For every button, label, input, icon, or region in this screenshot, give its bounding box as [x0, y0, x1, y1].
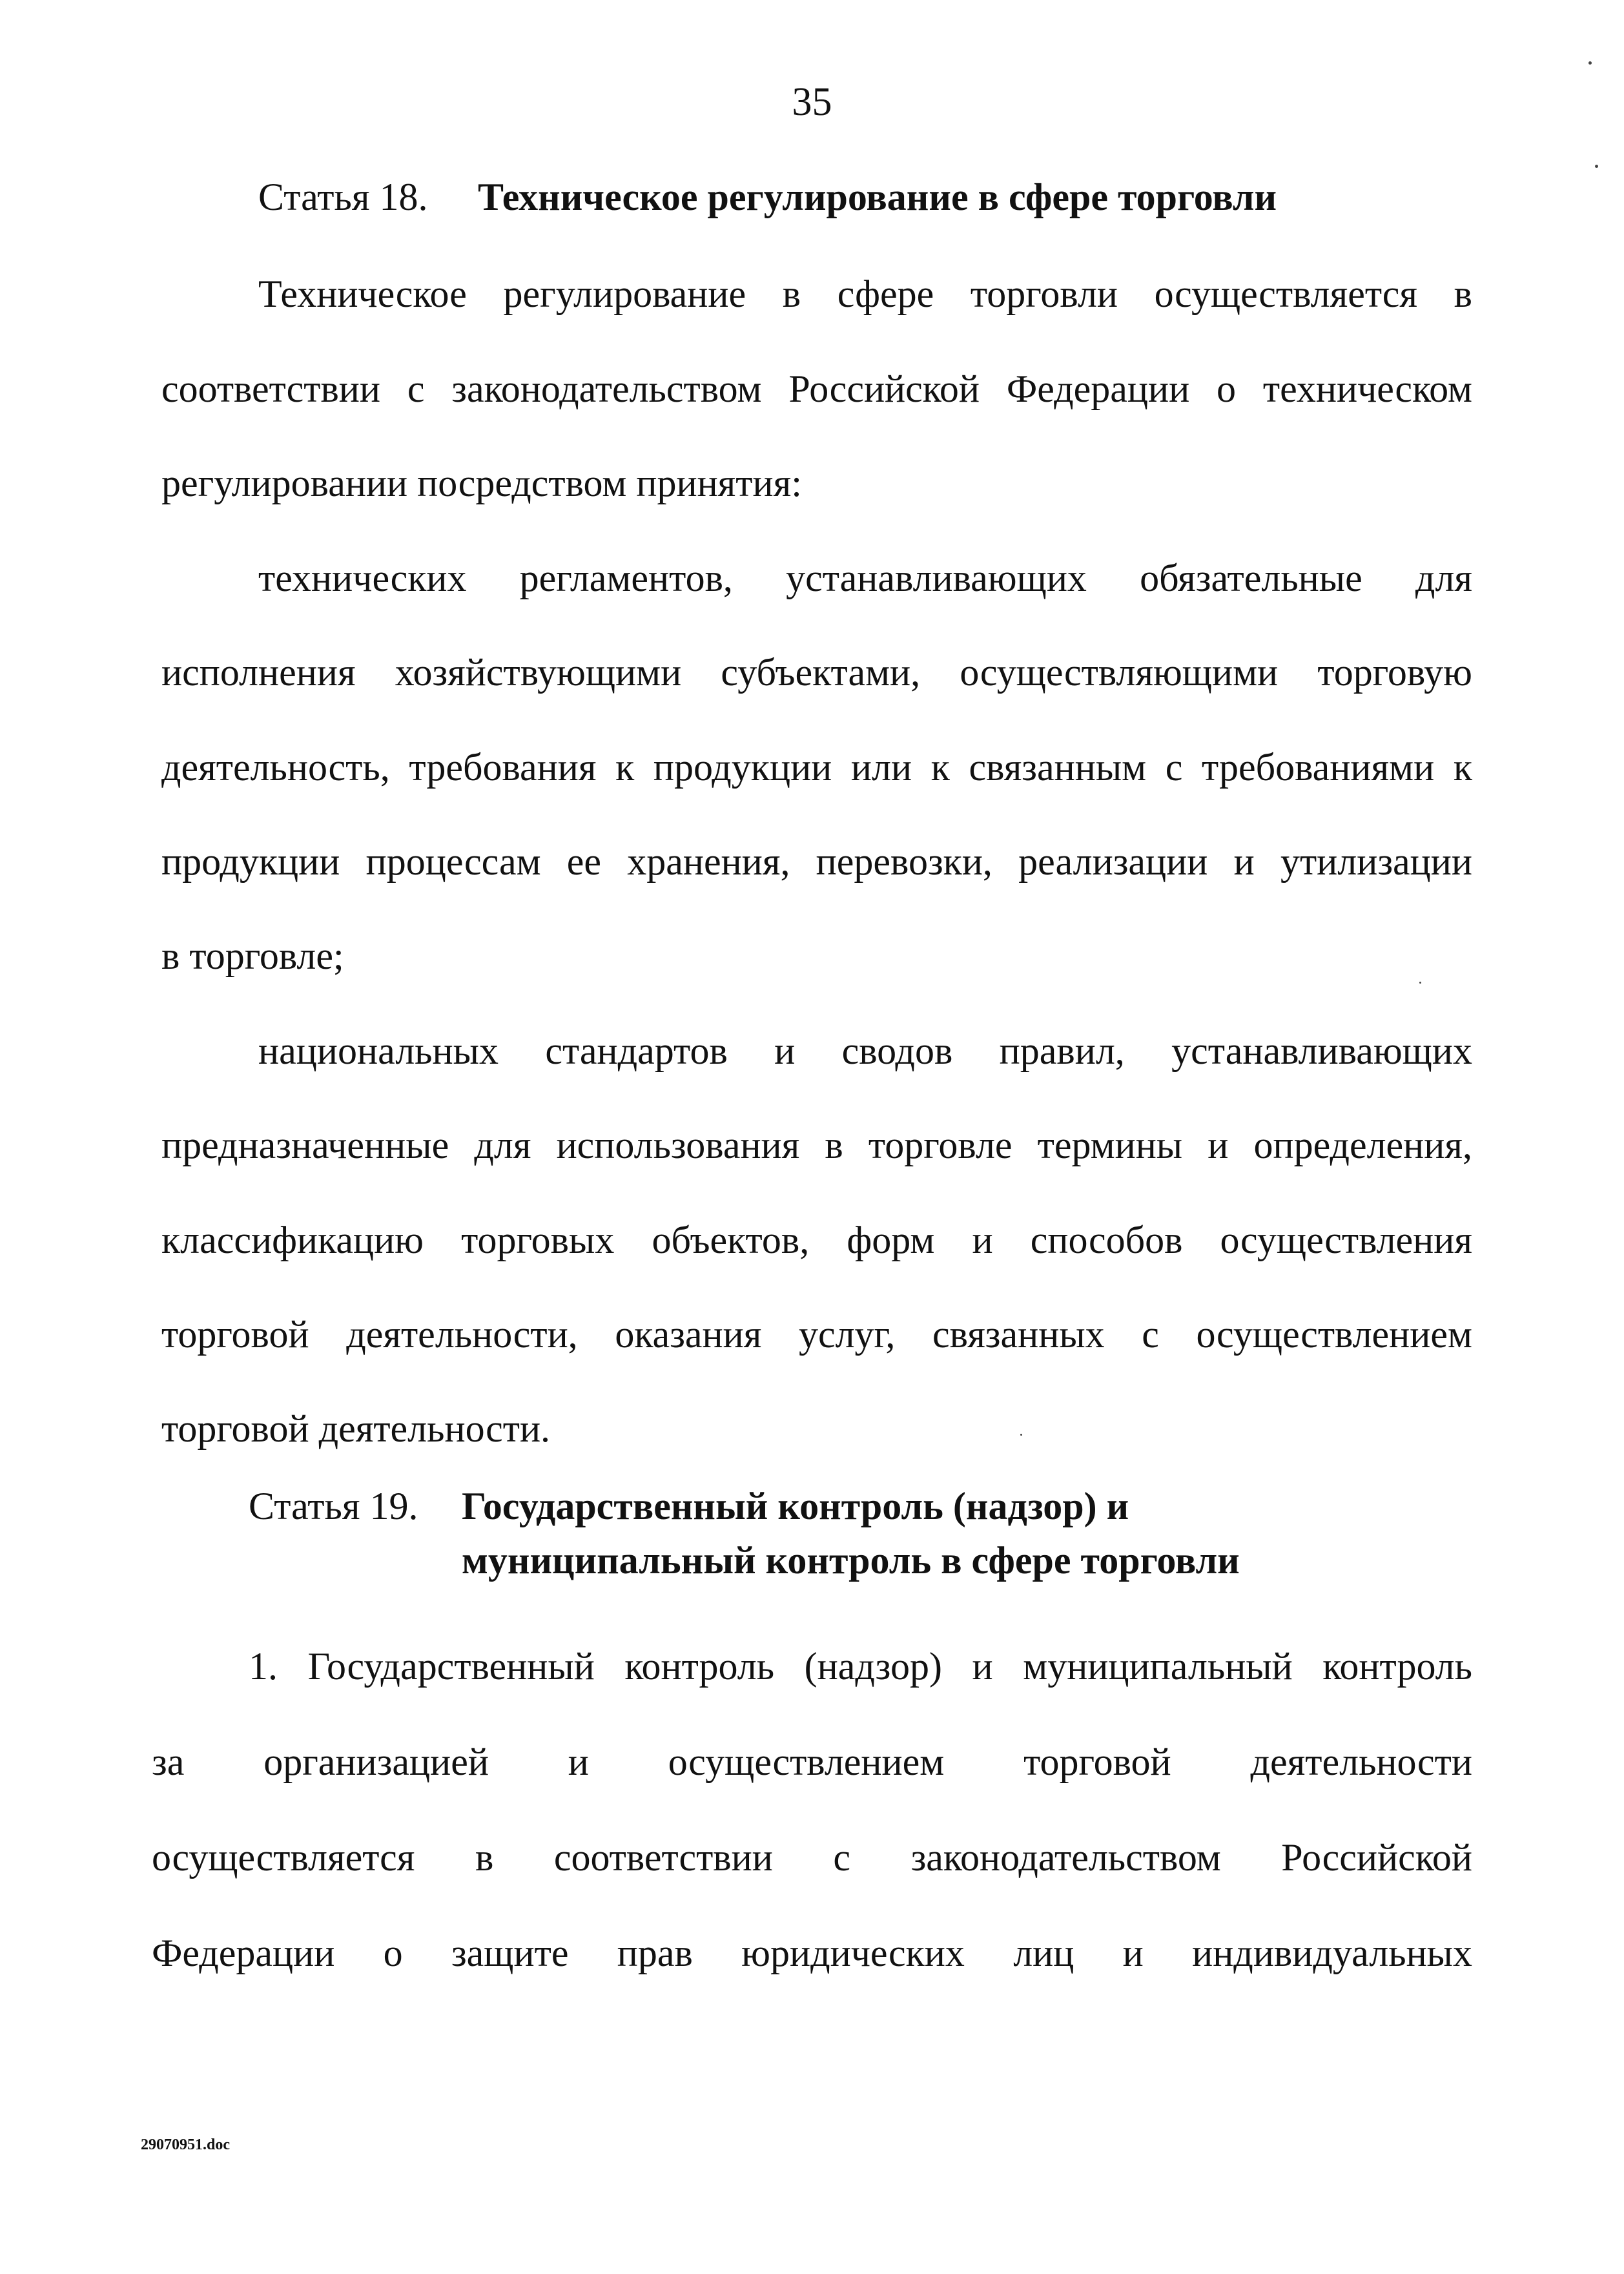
page-number: 35	[792, 80, 832, 124]
scan-speck	[1020, 1434, 1022, 1436]
article-18-line: национальных стандартов и сводов правил, устанавливающих	[258, 1029, 1472, 1072]
article-19-title-line-1: Государственный контроль (надзор) и	[462, 1485, 1129, 1527]
article-18-line: исполнения хозяйствующими субъектами, осуществляющими торговую	[161, 651, 1472, 694]
article-19-label: Статья 19.	[249, 1485, 418, 1527]
document-file-id: 29070951.doc	[141, 2136, 230, 2153]
article-19-line: Федерации о защите прав юридических лиц и индивидуальных	[152, 1932, 1472, 1974]
article-18-line: технических регламентов, устанавливающих обязательные для	[258, 557, 1472, 599]
article-18-line: в торговле;	[161, 935, 344, 977]
article-18-title: Техническое регулирование в сфере торговли	[478, 176, 1277, 218]
article-18-line: торговой деятельности, оказания услуг, связанных с осуществлением	[161, 1313, 1472, 1356]
article-19-line: за организацией и осуществлением торговой деятельности	[152, 1741, 1472, 1783]
article-18-line: деятельность, требования к продукции или к связанным с требованиями к	[161, 746, 1472, 789]
article-18-line: предназначенные для использования в торговле термины и определения,	[161, 1124, 1472, 1166]
article-18-line: регулировании посредством принятия:	[161, 462, 802, 504]
article-18-line: соответствии с законодательством Российской Федерации о техническом	[161, 367, 1472, 410]
article-18-line: Техническое регулирование в сфере торговли осуществляется в	[258, 273, 1472, 315]
article-18-heading	[258, 171, 1277, 223]
article-18-line: продукции процессам ее хранения, перевозки, реализации и утилизации	[161, 840, 1472, 883]
article-19-line: 1. Государственный контроль (надзор) и муниципальный контроль	[249, 1645, 1472, 1688]
article-19-title	[462, 1480, 1240, 1589]
article-18-line: торговой деятельности.	[161, 1407, 551, 1450]
scan-speck	[1595, 165, 1598, 168]
article-18-label: Статья 18.	[258, 176, 428, 218]
article-19-heading	[249, 1480, 1240, 1582]
scan-speck	[1588, 61, 1592, 65]
article-19-line: осуществляется в соответствии с законодательством Российской	[152, 1836, 1472, 1879]
scan-speck	[1419, 982, 1421, 984]
article-19-title-line-2: муниципальный контроль в сфере торговли	[462, 1539, 1240, 1582]
article-18-line: классификацию торговых объектов, форм и способов осуществления	[161, 1219, 1472, 1261]
